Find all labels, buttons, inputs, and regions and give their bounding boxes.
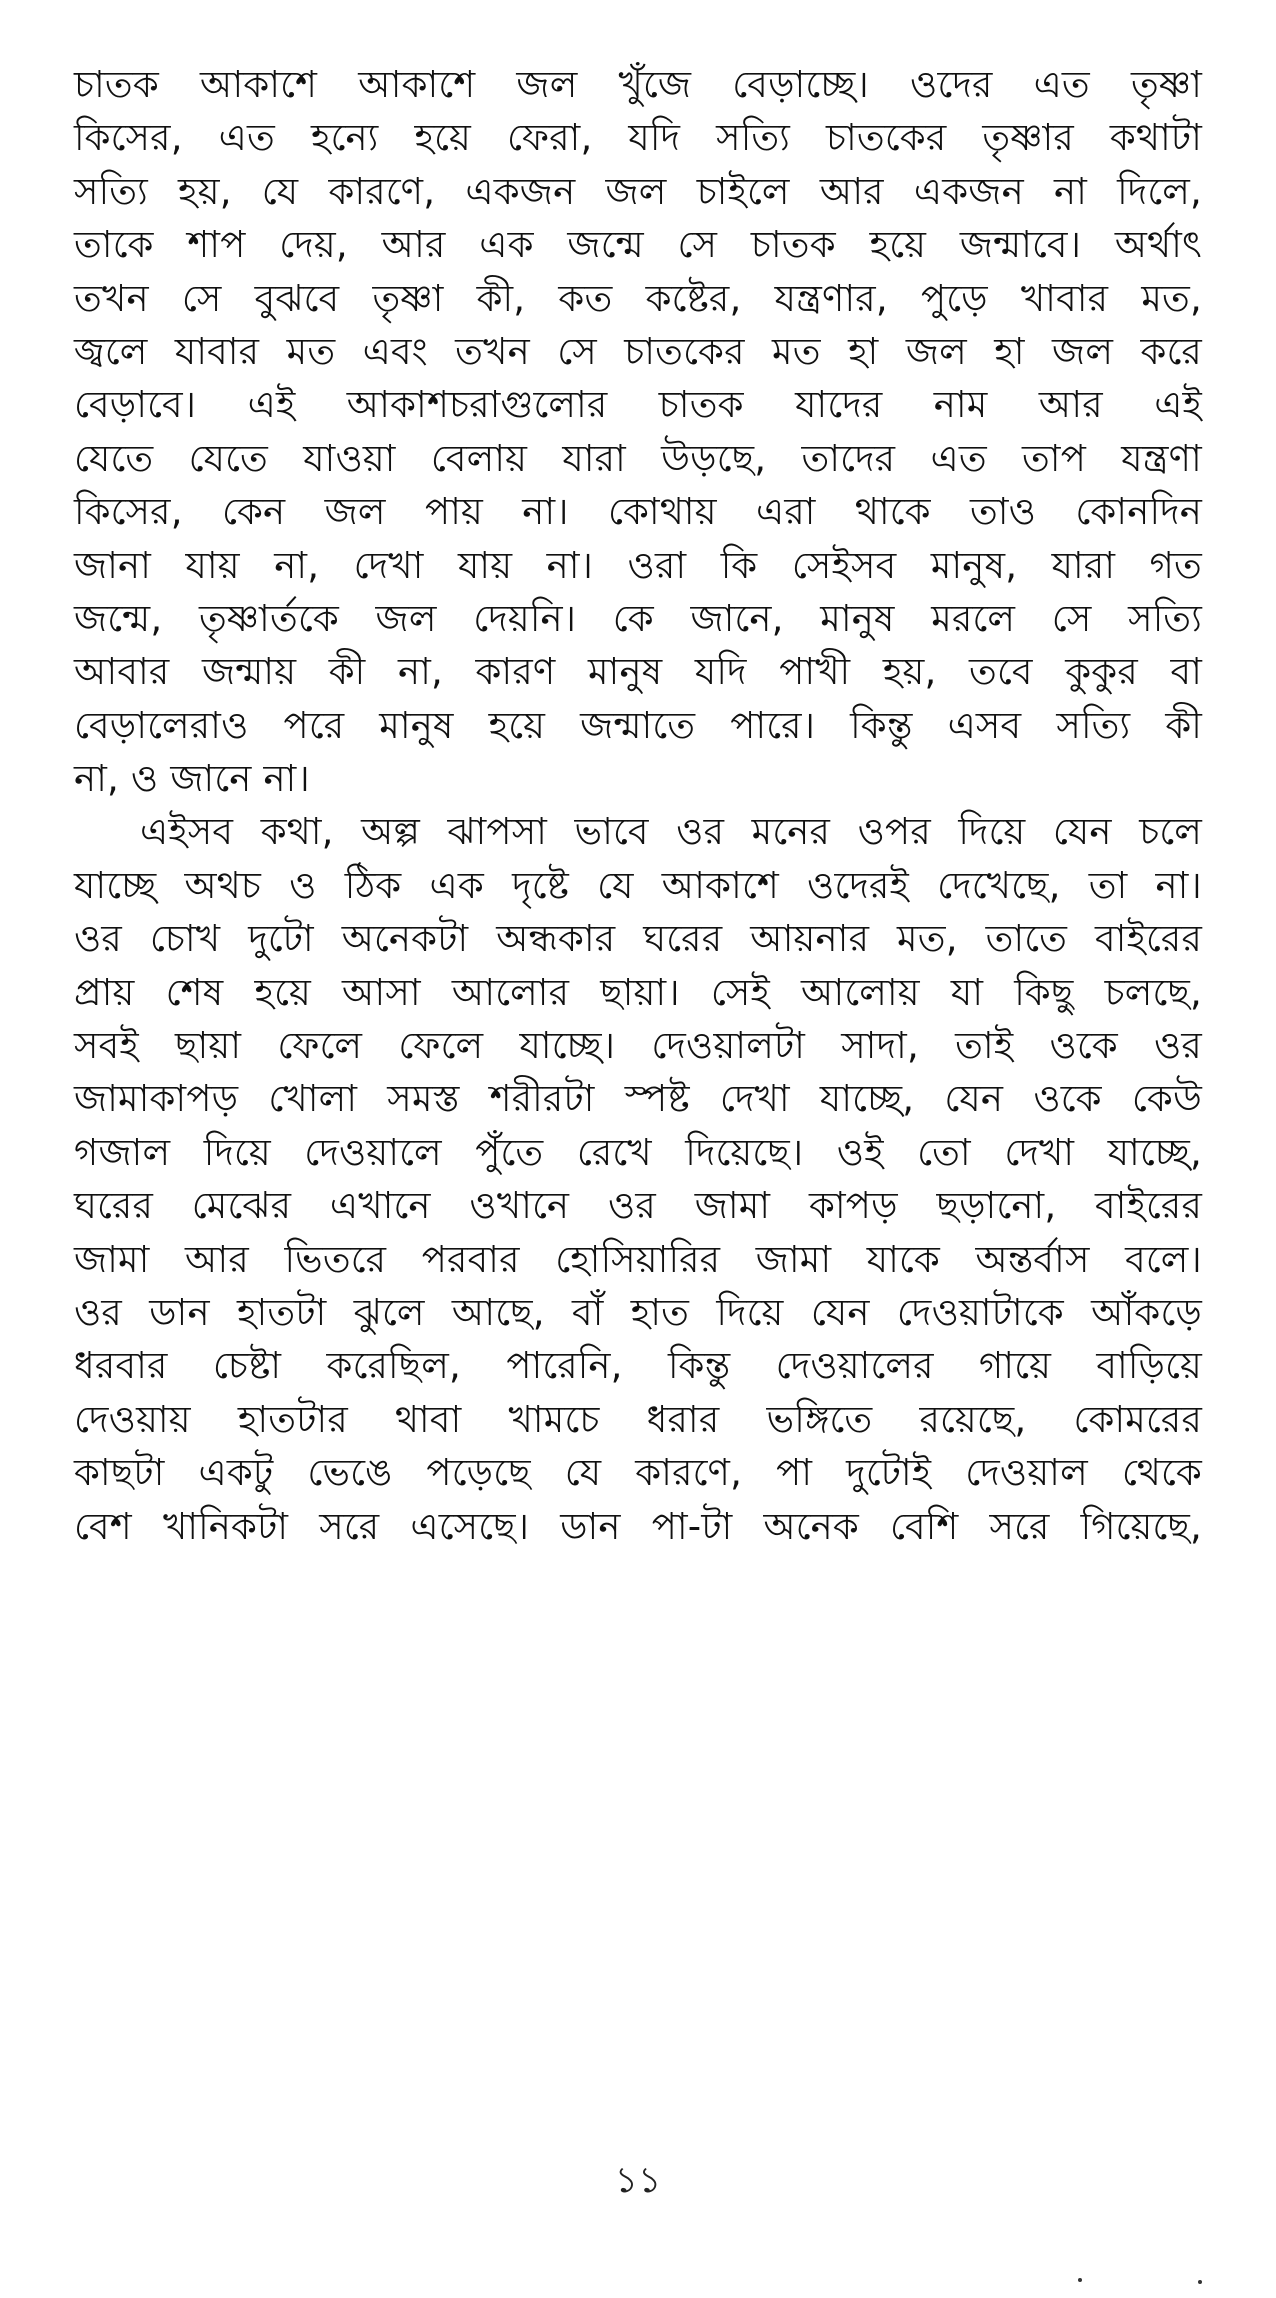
text-line: যাচ্ছে অথচ ও ঠিক এক দৃষ্টে যে আকাশে ওদেরই দেখেছে, তা না। [74,863,1202,907]
text-line: জামাকাপড় খোলা সমস্ত শরীরটা স্পষ্ট দেখা যাচ্ছে, যেন ওকে কেউ [74,1077,1202,1121]
text-line: ধরবার চেষ্টা করেছিল, পারেনি, কিন্তু দেওয়ালের গায়ে বাড়িয়ে [74,1344,1202,1388]
text-line: ওর চোখ দুটো অনেকটা অন্ধকার ঘরের আয়নার মত, তাতে বাইরের [74,917,1202,961]
text-line: এইসব কথা, অল্প ঝাপসা ভাবে ওর মনের ওপর দিয়ে যেন চলে [140,810,1202,854]
text-line: বেড়ালেরাও পরে মানুষ হয়ে জন্মাতে পারে। কিন্তু এসব সত্যি কী [74,703,1202,747]
text-line: দেওয়ায় হাতটার থাবা খামচে ধরার ভঙ্গিতে রয়েছে, কোমরের [74,1397,1202,1441]
paragraph-2 [74,805,1202,1552]
text-line: ওর ডান হাতটা ঝুলে আছে, বাঁ হাত দিয়ে যেন দেওয়াটাকে আঁকড়ে [74,1290,1202,1334]
text-line: বেড়াবে। এই আকাশচরাগুলোর চাতক যাদের নাম আর এই [74,383,1202,427]
text-line: ঘরের মেঝের এখানে ওখানে ওর জামা কাপড় ছড়ানো, বাইরের [74,1184,1202,1228]
text-line: না, ও জানে না। [74,757,310,801]
text-line: তখন সে বুঝবে তৃষ্ণা কী, কত কষ্টের, যন্ত্রণার, পুড়ে খাবার মত, [74,276,1202,320]
scan-specks [1070,2270,1220,2290]
text-line: জ্বলে যাবার মত এবং তখন সে চাতকের মত হা জল হা জল করে [74,329,1202,373]
text-line: বেশ খানিকটা সরে এসেছে। ডান পা-টা অনেক বেশি সরে গিয়েছে, [74,1504,1202,1548]
text-line: চাতক আকাশে আকাশে জল খুঁজে বেড়াচ্ছে। ওদের এত তৃষ্ণা [74,63,1202,106]
text-line: জন্মে, তৃষ্ণার্তকে জল দেয়নি। কে জানে, মানুষ মরলে সে সত্যি [74,596,1202,640]
text-line: কিসের, এত হন্যে হয়ে ফেরা, যদি সত্যি চাতকের তৃষ্ণার কথাটা [74,116,1202,160]
text-line: গজাল দিয়ে দেওয়ালে পুঁতে রেখে দিয়েছে। ওই তো দেখা যাচ্ছে, [74,1130,1202,1174]
text-line: প্রায় শেষ হয়ে আসা আলোর ছায়া। সেই আলোয় যা কিছু চলছে, [74,970,1202,1014]
text-line: যেতে যেতে যাওয়া বেলায় যারা উড়ছে, তাদের এত তাপ যন্ত্রণা [74,436,1202,480]
text-line: আবার জন্মায় কী না, কারণ মানুষ যদি পাখী হয়, তবে কুকুর বা [74,650,1202,694]
text-line: জামা আর ভিতরে পরবার হোসিয়ারির জামা যাকে অন্তর্বাস বলে। [74,1237,1202,1281]
page-number: ১১ [614,2160,662,2201]
text-line: সবই ছায়া ফেলে ফেলে যাচ্ছে। দেওয়ালটা সাদা, তাই ওকে ওর [74,1024,1202,1068]
text-line: জানা যায় না, দেখা যায় না। ওরা কি সেইসব মানুষ, যারা গত [74,543,1202,587]
text-line: সত্যি হয়, যে কারণে, একজন জল চাইলে আর একজন না দিলে, [74,169,1202,213]
body-text [74,58,1202,1553]
text-line: তাকে শাপ দেয়, আর এক জন্মে সে চাতক হয়ে জন্মাবে। অর্থাৎ [74,223,1202,267]
text-line: কিসের, কেন জল পায় না। কোথায় এরা থাকে তাও কোনদিন [74,490,1202,534]
paragraph-1 [74,58,1202,805]
text-line: কাছটা একটু ভেঙে পড়েছে যে কারণে, পা দুটোই দেওয়াল থেকে [74,1451,1202,1495]
